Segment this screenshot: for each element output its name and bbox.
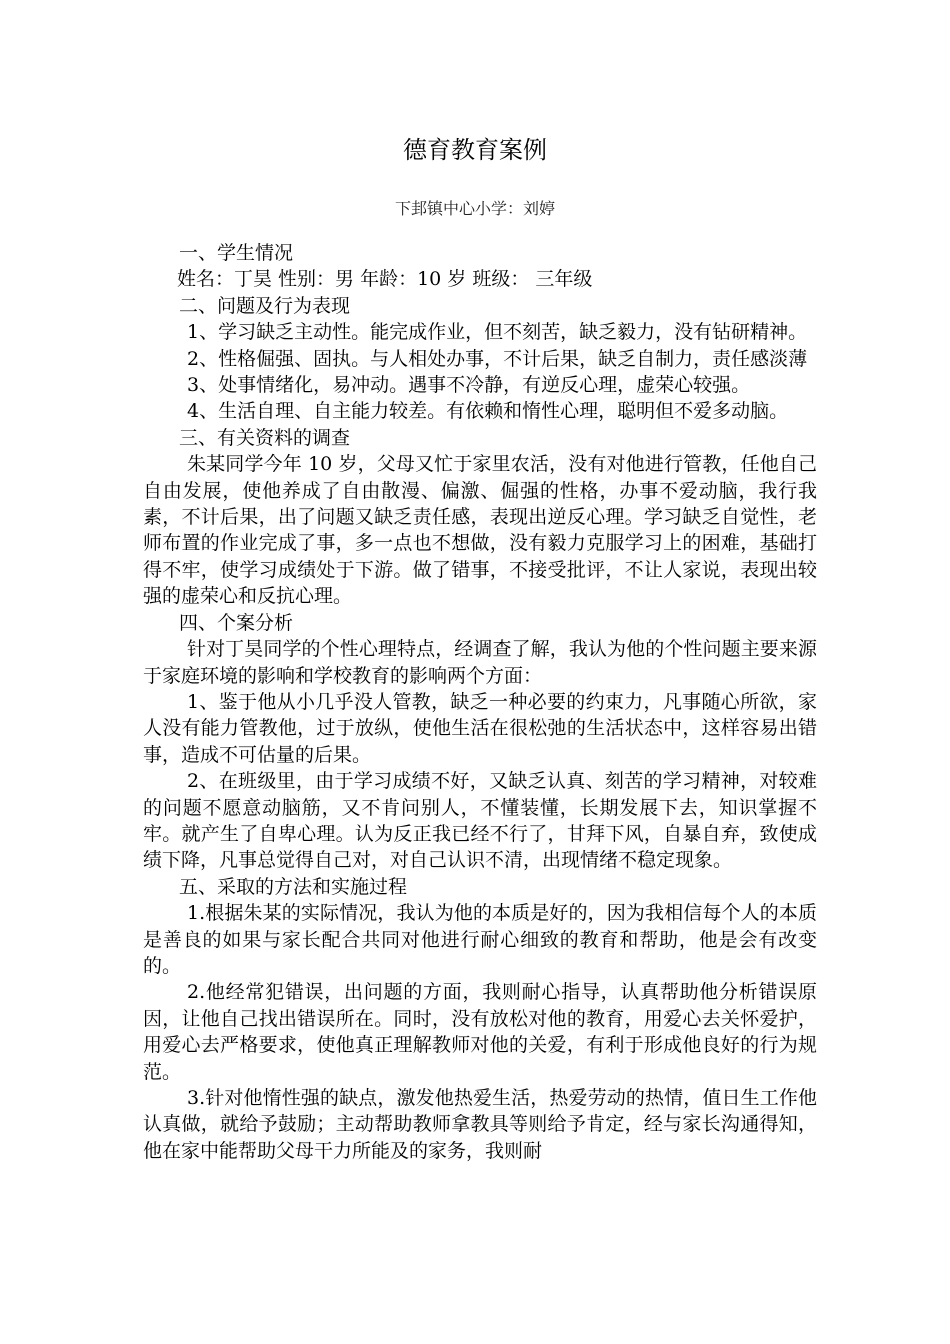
page-title: 德育教育案例 bbox=[403, 136, 547, 164]
section-heading: 三、有关资料的调查 bbox=[179, 426, 351, 449]
body-paragraph: 1.根据朱某的实际情况，我认为他的本质是好的，因为我相信每个人的本质是善良的如果与家长配合共同对他进行耐心细致的教育和帮助，他是会有改变的。 bbox=[143, 902, 817, 977]
body-paragraph: 4、生活自理、自主能力较差。有依赖和惰性心理，聪明但不爱多动脑。 bbox=[187, 400, 789, 423]
body-paragraph: 1、学习缺乏主动性。能完成作业，但不刻苦，缺乏毅力，没有钻研精神。 bbox=[187, 321, 808, 344]
body-paragraph: 2.他经常犯错误，出问题的方面，我则耐心指导，认真帮助他分析错误原因，让他自己找出错误所在。同时，没有放松对他的教育，用爱心去关怀爱护，用爱心去严格要求，使他真正理解教师对他的关爱，有利于形成他良好的行为规范。 bbox=[143, 981, 817, 1083]
author-line: 下邽镇中心小学：刘婷 bbox=[394, 199, 555, 218]
body-paragraph: 1、鉴于他从小几乎没人管教，缺乏一种必要的约束力，凡事随心所欲，家人没有能力管教他，过于放纵，使他生活在很松弛的生活状态中，这样容易出错事，造成不可估量的后果。 bbox=[143, 690, 817, 766]
body-paragraph: 2、在班级里，由于学习成绩不好，又缺乏认真、刻苦的学习精神，对较难的问题不愿意动脑筋，又不肯问别人，不懂装懂，长期发展下去，知识掌握不牢。就产生了自卑心理。认为反正我已经不行了，甘拜下风，自暴自弃，致使成绩下降，凡事总觉得自己对，对自己认识不清，出现情绪不稳定现象。 bbox=[143, 770, 817, 872]
body-paragraph: 朱某同学今年 10 岁，父母又忙于家里农活，没有对他进行管教，任他自己自由发展，使他养成了自由散漫、偏激、倔强的性格，办事不爱动脑，我行我素，不计后果，出了问题又缺乏责任感，表现出逆反心理。学习缺乏自觉性，老师布置的作业完成了事，多一点也不想做，没有毅力克服学习上的困难，基础打得不牢，使学习成绩处于下游。做了错事，不接受批评，不让人家说，表现出较强的虚荣心和反抗心理。 bbox=[143, 453, 817, 608]
body-paragraph: 针对丁昊同学的个性心理特点，经调查了解，我认为他的个性问题主要来源于家庭环境的影响和学校教育的影响两个方面： bbox=[143, 638, 817, 687]
body-paragraph: 2、性格倔强、固执。与人相处办事，不计后果，缺乏自制力，责任感淡薄 bbox=[187, 347, 808, 370]
section-heading: 五、采取的方法和实施过程 bbox=[179, 875, 408, 898]
body-paragraph: 3.针对他惰性强的缺点，激发他热爱生活，热爱劳动的热情，值日生工作他认真做，就给予鼓励；主动帮助教师拿教具等则给予肯定，经与家长沟通得知，他在家中能帮助父母干力所能及的家务，我则耐 bbox=[143, 1087, 817, 1162]
section-heading: 四、个案分析 bbox=[179, 611, 294, 634]
body-paragraph: 3、处事情绪化，易冲动。遇事不冷静，有逆反心理，虚荣心较强。 bbox=[187, 374, 751, 397]
student-info-line: 姓名：丁昊 性别：男 年龄：10 岁 班级： 三年级 bbox=[177, 268, 593, 291]
document-body bbox=[143, 240, 817, 1164]
section-heading: 一、学生情况 bbox=[179, 242, 294, 264]
section-heading: 二、问题及行为表现 bbox=[179, 294, 351, 317]
